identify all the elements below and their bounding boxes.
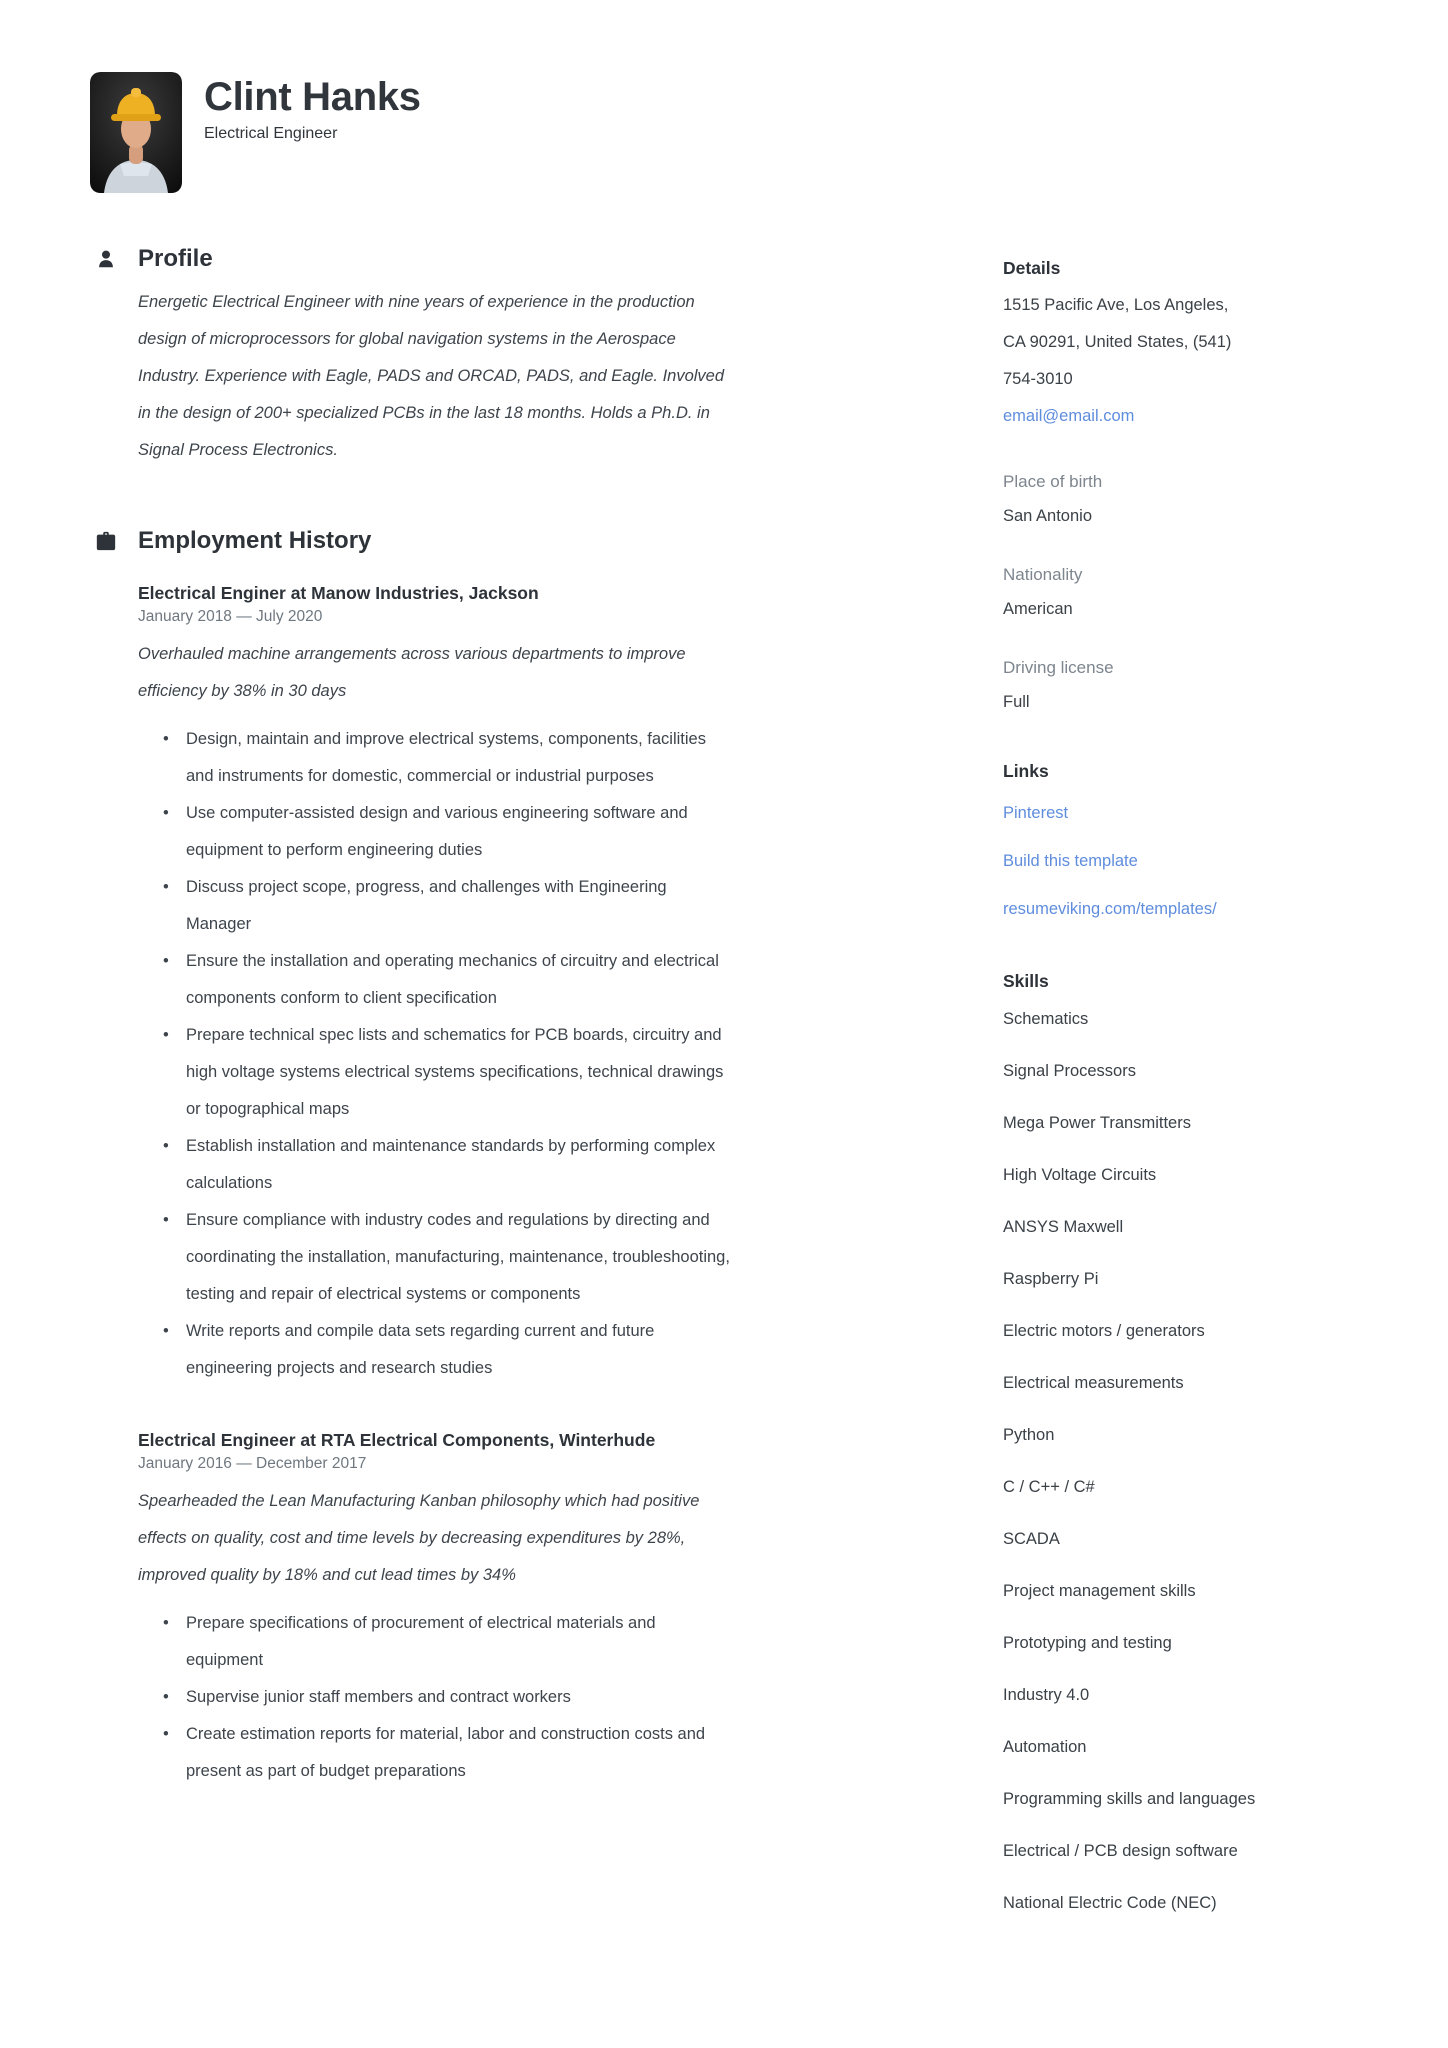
nationality-value: American [1003,600,1073,618]
sidebar [1003,243,1385,1921]
job-title: Electrical Engineer at RTA Electrical Components, Winterhude [138,1430,656,1450]
skill-item: Automation [1003,1738,1087,1756]
driving-license-value: Full [1003,693,1030,711]
job-bullet: • Ensure compliance with industry codes and regulations by directing and coordinating the installation, manufacturing, maintenance, troubleshooting, testing and repair of electrical systems or components [138,1202,735,1313]
skill-item: Mega Power Transmitters [1003,1114,1191,1132]
job-dates: January 2018 — July 2020 [138,608,323,625]
job-bullet: • Use computer-assisted design and various engineering software and equipment to perform engineering duties [138,795,735,869]
place-of-birth-group [1003,469,1385,528]
header-text [204,72,421,143]
job-bullet-list [138,721,735,1387]
profile-section [95,243,735,469]
briefcase-icon [95,530,117,552]
skill-item: Prototyping and testing [1003,1634,1172,1652]
skill-item: Project management skills [1003,1582,1196,1600]
skills-heading: Skills [1003,971,1049,991]
nationality-label: Nationality [1003,565,1083,584]
job-bullet-list [138,1605,735,1790]
links-heading: Links [1003,761,1049,781]
main-column [95,243,735,1921]
profile-photo-image [90,72,182,193]
resumeviking-link[interactable]: resumeviking.com/templates/ [1003,900,1217,918]
profile-summary: Energetic Electrical Engineer with nine years of experience in the production design of microprocessors for global navigation systems in the Aerospace Industry. Experience with Eagle, PADS and ORCAD, PADS, and Eagle. Involved in the design of 200+ specialized PCBs in the last 18 months. Holds a Ph.D. in Signal Process Electronics. [138,293,725,459]
address-line: 754-3010 [1003,370,1073,388]
resume-body [0,243,1448,1921]
skill-item: Raspberry Pi [1003,1270,1099,1288]
person-name: Clint Hanks [204,75,421,119]
job-bullet: • Create estimation reports for material, labor and construction costs and present as part of budget preparations [138,1716,735,1790]
build-template-link[interactable]: Build this template [1003,852,1138,870]
job-summary: Spearheaded the Lean Manufacturing Kanban philosophy which had positive effects on quality, cost and time levels by decreasing expenditures by 28%, improved quality by 18% and cut lead times by 34% [138,1492,700,1584]
job-dates: January 2016 — December 2017 [138,1455,367,1472]
job-bullet: • Discuss project scope, progress, and challenges with Engineering Manager [138,869,735,943]
skill-item: Programming skills and languages [1003,1790,1256,1808]
pinterest-link[interactable]: Pinterest [1003,804,1069,822]
skill-item: Industry 4.0 [1003,1686,1090,1704]
skill-item: National Electric Code (NEC) [1003,1894,1217,1912]
skill-item: Electrical / PCB design software [1003,1842,1238,1860]
skill-item: Electrical measurements [1003,1374,1184,1392]
links-section [1003,758,1385,928]
skill-item: Signal Processors [1003,1062,1136,1080]
skill-item: High Voltage Circuits [1003,1166,1157,1184]
skill-item: ANSYS Maxwell [1003,1218,1124,1236]
profile-heading-row [95,243,735,274]
employment-heading-row [95,525,735,556]
employment-heading: Employment History [138,527,372,554]
place-of-birth-label: Place of birth [1003,472,1103,491]
details-heading: Details [1003,258,1061,278]
employment-section [95,525,735,1790]
job-summary: Overhauled machine arrangements across various departments to improve efficiency by 38% in 30 days [138,645,686,700]
job-bullet: • Supervise junior staff members and contract workers [138,1679,735,1716]
job-bullet: • Design, maintain and improve electrical systems, components, facilities and instruments for domestic, commercial or industrial purposes [138,721,735,795]
skill-item: Python [1003,1426,1055,1444]
skills-section [1003,968,1385,1921]
profile-heading: Profile [138,245,213,272]
job-bullet: • Prepare specifications of procurement of electrical materials and equipment [138,1605,735,1679]
job-bullet: • Prepare technical spec lists and schematics for PCB boards, circuitry and high voltage systems electrical systems specifications, technical drawings or topographical maps [138,1017,735,1128]
address-line: 1515 Pacific Ave, Los Angeles, [1003,296,1229,314]
driving-license-label: Driving license [1003,658,1114,677]
email-link[interactable]: email@email.com [1003,407,1135,425]
address-line: CA 90291, United States, (541) [1003,333,1232,351]
job-title: Electrical Enginer at Manow Industries, Jackson [138,583,539,603]
resume-header [0,0,1448,193]
job-bullet: • Establish installation and maintenance standards by performing complex calculations [138,1128,735,1202]
skill-item: C / C++ / C# [1003,1478,1095,1496]
driving-license-group [1003,655,1385,714]
job-entry-2 [138,1427,735,1790]
job-bullet: • Write reports and compile data sets regarding current and future engineering projects and research studies [138,1313,735,1387]
skill-item: SCADA [1003,1530,1060,1548]
place-of-birth-value: San Antonio [1003,507,1092,525]
skill-item: Schematics [1003,1010,1089,1028]
person-job-title: Electrical Engineer [204,125,338,142]
person-icon [95,248,117,270]
profile-photo [90,72,182,193]
details-section [1003,255,1385,435]
job-bullet: • Ensure the installation and operating mechanics of circuitry and electrical components conform to client specification [138,943,735,1017]
job-entry-1 [138,580,735,1387]
skill-item: Electric motors / generators [1003,1322,1205,1340]
nationality-group [1003,562,1385,621]
